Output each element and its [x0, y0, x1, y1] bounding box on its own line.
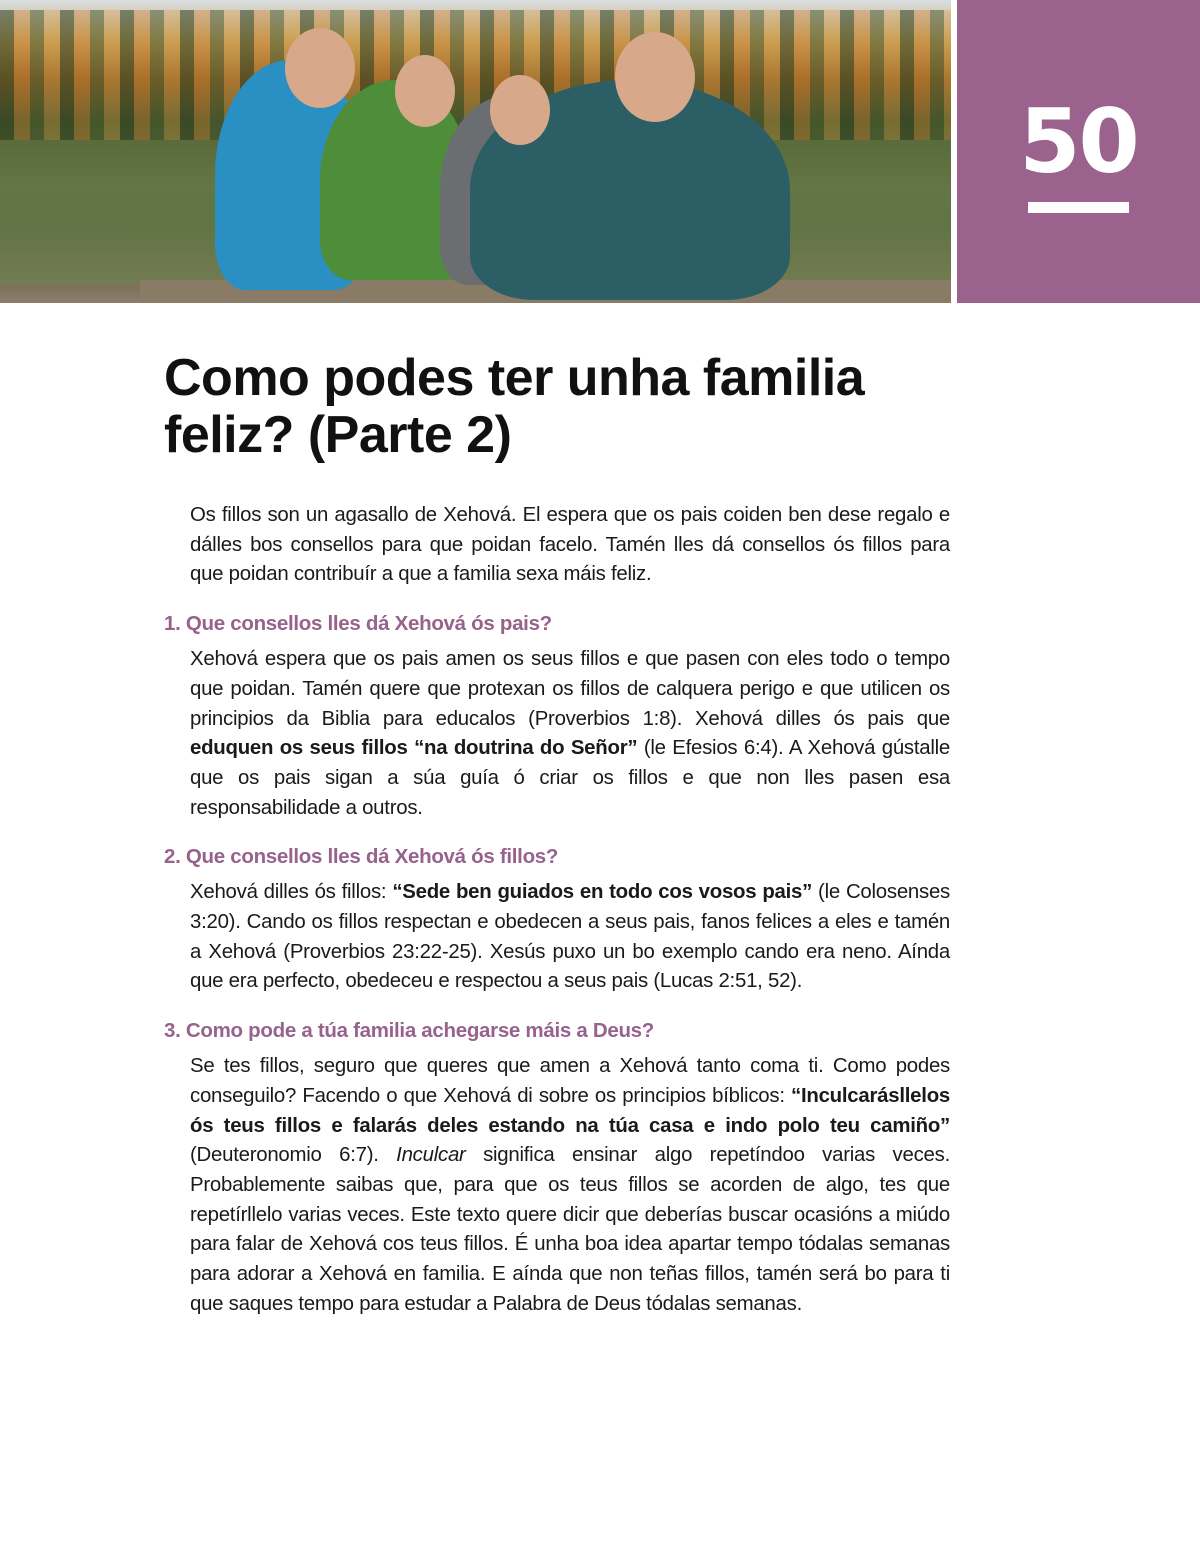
answer-paragraph: [190, 1052, 950, 1319]
bold-quote: eduquen os seus fillos “na doutrina do Señor”: [190, 737, 638, 760]
lesson-number: 50: [1019, 90, 1138, 193]
lesson-content: [164, 501, 950, 1319]
text-segment: Os fillos son un agasallo de Xehová. El espera que os pais coiden ben dese regalo e dálles bos consellos para que poidan facelo. Tamén lles dá consellos ós fillos para que poidan contribuír a que a familia sexa máis feliz.: [190, 504, 950, 586]
head: [490, 75, 550, 145]
text-segment: Xehová espera que os pais amen os seus fillos e que pasen con eles todo o tempo que poidan. Tamén quere que protexan os fillos de calquera perigo e que utilicen os principios da Biblia para educalos (Proverbios 1:8). Xehová dilles ós pais que: [190, 648, 950, 730]
page-title: Como podes ter unha familia feliz? (Parte 2): [164, 349, 865, 464]
text-segment: Xehová dilles ós fillos:: [190, 881, 393, 904]
bold-quote: “Inculcarásllelos ós teus fillos e falarás deles estando na túa casa e indo polo teu camiño”: [190, 1084, 950, 1137]
family-photo: [0, 0, 951, 303]
answer-paragraph: [190, 878, 950, 997]
lesson-number-badge: [957, 0, 1200, 303]
italic-term: Inculcar: [396, 1144, 466, 1167]
question-section: [164, 609, 950, 823]
text-segment: (le Efesios 6:4). A Xehová gústalle que os pais sigan a súa guía ó criar os fillos e que non lles pasen esa responsabilidade a outros.: [190, 737, 951, 819]
question-heading: 3. Como pode a túa familia achegarse máis a Deus?: [164, 1019, 655, 1043]
head: [285, 28, 355, 108]
question-heading: 1. Que consellos lles dá Xehová ós pais?: [164, 612, 552, 636]
lesson-number-underline: [1028, 202, 1129, 213]
intro-paragraph: [190, 501, 950, 590]
head: [615, 32, 695, 122]
text-segment: (Deuteronomio 6:7).: [190, 1144, 397, 1167]
head: [395, 55, 455, 127]
bold-quote: “Sede ben guiados en todo cos vosos pais”: [392, 881, 813, 904]
text-segment: (le Colosenses 3:20). Cando os fillos respectan e obedecen a seus pais, fanos felices a eles e tamén a Xehová (Proverbios 23:22-25). Xesús puxo un bo exemplo cando era neno. Aínda que era perfecto, obedeceu e respectou a seus pais (Lucas 2:51, 52).: [190, 881, 950, 993]
text-segment: Se tes fillos, seguro que queres que amen a Xehová tanto coma ti. Como podes conseguilo? Facendo o que Xehová di sobre os principios bíblicos:: [190, 1055, 950, 1107]
question-heading: 2. Que consellos lles dá Xehová ós fillos?: [164, 845, 559, 869]
question-section: [164, 1016, 950, 1319]
answer-paragraph: [190, 645, 950, 823]
text-segment: significa ensinar algo repetíndoo varias veces. Probablemente saibas que, para que os teus fillos se acorden de algo, tes que repetírllelo varias veces. Este texto quere dicir que deberías buscar ocasións a miúdo para falar de Xehová cos teus fillos. É unha boa idea apartar tempo tódalas semanas para adorar a Xehová en familia. E aínda que non teñas fillos, tamén será bo para ti que saques tempo para estudar a Palabra de Deus tódalas semanas.: [190, 1144, 950, 1315]
question-section: [164, 842, 950, 997]
